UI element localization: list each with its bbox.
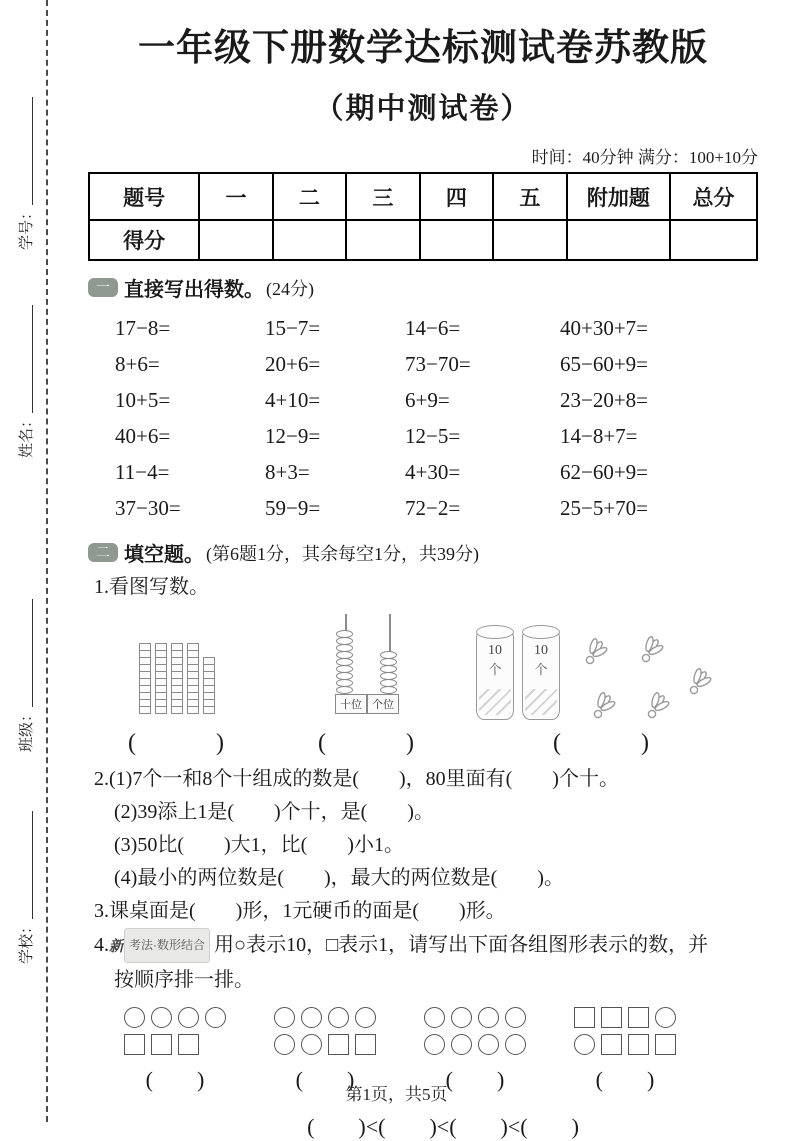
q2-block	[88, 763, 758, 895]
math-problem: 10+5=	[115, 388, 171, 413]
score-table-column-header: 一	[199, 173, 272, 220]
block-column	[171, 644, 183, 714]
math-problem: 17−8=	[115, 316, 171, 341]
q4-compare-line: ( )<( )<( )<( )	[307, 1114, 579, 1140]
math-problem: 72−2=	[405, 496, 461, 521]
shape-row	[124, 1007, 226, 1028]
score-table-column-header: 附加题	[567, 173, 671, 220]
block-unit-cube	[203, 706, 215, 714]
shape-row	[424, 1034, 526, 1055]
circle-ten-shape	[274, 1034, 295, 1055]
q4-line2: 按顺序排一排。	[114, 969, 254, 992]
shape-row	[574, 1034, 676, 1055]
score-table-column-header: 五	[493, 173, 566, 220]
shuttlecock-icon	[592, 694, 618, 725]
block-unit-cube	[155, 706, 167, 714]
fill-blank-line: (3)50比( )大1，比( )小1。	[114, 834, 404, 857]
block-column	[187, 644, 199, 714]
math-problem: 62−60+9=	[560, 460, 649, 485]
square-one-shape	[628, 1007, 649, 1028]
circle-ten-shape	[178, 1007, 199, 1028]
section1-points: (24分)	[266, 278, 314, 299]
score-row-label: 得分	[89, 220, 199, 260]
page-number: 第1页，共5页	[345, 1085, 448, 1104]
q1-tubes-answer-paren: ( )	[552, 730, 651, 757]
square-one-shape	[655, 1034, 676, 1055]
section1-badge: 一	[88, 278, 118, 297]
abacus-tens-rod	[328, 614, 362, 694]
square-one-shape	[355, 1034, 376, 1055]
new-method-badge: 考法·数形结合	[124, 928, 210, 963]
circle-ten-shape	[451, 1034, 472, 1055]
section2-badge: 二	[88, 543, 118, 562]
math-problem: 12−5=	[405, 424, 461, 449]
math-problem: 4+30=	[405, 460, 461, 485]
q1-blocks-figure	[128, 628, 226, 757]
student-info-label-text: 姓名：	[19, 412, 35, 458]
ones-place-label: 个位	[367, 694, 399, 714]
shuttlecock-tubes	[476, 628, 560, 720]
q1-label: 1.看图写数。	[94, 576, 209, 599]
math-problem: 14−6=	[405, 316, 461, 341]
math-problem: 11−4=	[115, 460, 170, 485]
group-answer-paren: ( )	[295, 1067, 355, 1093]
abacus-labels	[335, 694, 399, 714]
circle-ten-shape	[655, 1007, 676, 1028]
circle-ten-shape	[505, 1034, 526, 1055]
section2-points: (第6题1分，其余每空1分，共39分)	[206, 543, 479, 564]
student-info-blank-line	[19, 305, 33, 413]
circle-ten-shape	[355, 1007, 376, 1028]
abacus-ones-rod	[372, 614, 406, 694]
math-problem: 15−7=	[265, 316, 321, 341]
score-table-column-header: 总分	[670, 173, 757, 220]
math-problem: 40+6=	[115, 424, 171, 449]
math-problem: 20+6=	[265, 352, 321, 377]
circle-ten-shape	[424, 1034, 445, 1055]
student-info-label	[15, 784, 37, 964]
tube-unit-label: 个	[488, 662, 502, 678]
math-problem: 8+3=	[265, 460, 310, 485]
shuttlecock-icon	[640, 638, 666, 669]
math-problem: 4+10=	[265, 388, 321, 413]
score-empty-cell	[493, 220, 566, 260]
math-problem: 23−20+8=	[560, 388, 649, 413]
student-info-label	[15, 70, 37, 250]
section1-title: 直接写出得数。	[124, 279, 264, 302]
section2-heading	[88, 538, 758, 567]
block-unit-cube	[171, 706, 183, 714]
circle-ten-shape	[505, 1007, 526, 1028]
score-table-corner: 题号	[89, 173, 199, 220]
score-empty-cell	[670, 220, 757, 260]
circle-ten-shape	[301, 1034, 322, 1055]
circle-ten-shape	[301, 1007, 322, 1028]
math-problem: 12−9=	[265, 424, 321, 449]
block-column	[203, 658, 215, 714]
square-one-shape	[151, 1034, 172, 1055]
student-info-label-text: 学校：	[19, 918, 35, 964]
fill-blank-line: 2.(1)7个一和8个十组成的数是( )，80里面有( )个十。	[94, 768, 619, 791]
square-one-shape	[124, 1034, 145, 1055]
shuttlecock-icon	[584, 640, 610, 671]
shape-row	[124, 1034, 226, 1055]
student-info-blank-line	[19, 599, 33, 707]
square-one-shape	[601, 1034, 622, 1055]
circle-ten-shape	[451, 1007, 472, 1028]
math-problem: 37−30=	[115, 496, 181, 521]
circle-ten-shape	[574, 1034, 595, 1055]
student-info-blank-line	[19, 97, 33, 205]
abacus	[328, 614, 406, 694]
base-ten-blocks	[139, 628, 215, 714]
score-empty-cell	[420, 220, 493, 260]
abacus-bead	[336, 686, 353, 694]
circle-ten-shape	[124, 1007, 145, 1028]
score-empty-cell	[346, 220, 419, 260]
block-unit-cube	[139, 706, 151, 714]
tube-count-label: 10	[487, 643, 502, 659]
student-info-blank-line	[19, 811, 33, 919]
oral-calculation-grid	[88, 310, 758, 526]
q1-shuttlecock-figure	[476, 628, 728, 757]
student-info-label	[15, 278, 37, 458]
q1-figures	[88, 614, 758, 757]
section1-heading	[88, 273, 758, 302]
abacus-bead	[380, 686, 397, 694]
shape-row	[274, 1007, 376, 1028]
math-problem: 40+30+7=	[560, 316, 649, 341]
student-info-label-text: 学号：	[19, 204, 35, 250]
block-unit-cube	[187, 706, 199, 714]
q4-text1: 用○表示10，□表示1，请写出下面各组图形表示的数，并	[214, 934, 709, 957]
circle-ten-shape	[274, 1007, 295, 1028]
tube-unit-label: 个	[534, 662, 548, 678]
square-one-shape	[178, 1034, 199, 1055]
shuttlecock-icon	[688, 670, 714, 701]
shuttlecock-tube	[522, 628, 560, 720]
math-problem: 25−5+70=	[560, 496, 649, 521]
new-method-badge-prefix: 新	[109, 939, 125, 956]
q1-blocks-answer-paren: ( )	[128, 730, 226, 757]
section2-title: 填空题。	[124, 544, 204, 567]
group-answer-paren: ( )	[595, 1067, 655, 1093]
score-empty-cell	[567, 220, 671, 260]
student-info-label-text: 班级：	[19, 706, 35, 752]
score-empty-cell	[199, 220, 272, 260]
shape-row	[274, 1034, 376, 1055]
square-one-shape	[328, 1034, 349, 1055]
q3-line: 3.课桌面是( )形，1元硬币的面是( )形。	[94, 900, 506, 923]
q4-line1	[88, 928, 758, 964]
group-answer-paren: ( )	[145, 1067, 205, 1093]
math-problem: 14−8+7=	[560, 424, 638, 449]
student-info-label	[15, 572, 37, 752]
score-table	[88, 172, 758, 261]
shape-row	[574, 1007, 676, 1028]
shuttlecock-icon	[646, 694, 672, 725]
q4-number: 4.	[94, 934, 109, 957]
shape-row	[424, 1007, 526, 1028]
time-score-meta: 时间：40分钟 满分：100+10分	[531, 148, 758, 168]
square-one-shape	[574, 1007, 595, 1028]
circle-ten-shape	[424, 1007, 445, 1028]
circle-ten-shape	[205, 1007, 226, 1028]
circle-ten-shape	[478, 1034, 499, 1055]
circle-ten-shape	[151, 1007, 172, 1028]
fill-blank-line: (2)39添上1是( )个十，是( )。	[114, 801, 434, 824]
shuttlecock-tube	[476, 628, 514, 720]
score-table-column-header: 四	[420, 173, 493, 220]
fill-blank-line: (4)最小的两位数是( )，最大的两位数是( )。	[114, 867, 564, 890]
circle-ten-shape	[328, 1007, 349, 1028]
tube-count-label: 10	[533, 643, 548, 659]
loose-shuttlecocks	[578, 628, 728, 728]
paper-main	[88, 26, 758, 1141]
tens-place-label: 十位	[335, 694, 367, 714]
block-column	[155, 644, 167, 714]
math-problem: 73−70=	[405, 352, 471, 377]
math-problem: 8+6=	[115, 352, 160, 377]
score-table-column-header: 三	[346, 173, 419, 220]
group-answer-paren: ( )	[445, 1067, 505, 1093]
score-empty-cell	[273, 220, 346, 260]
cut-dashed-line	[46, 0, 48, 1122]
score-table-column-header: 二	[273, 173, 346, 220]
q1-abacus-answer-paren: ( )	[317, 730, 416, 757]
block-column	[139, 644, 151, 714]
math-problem: 65−60+9=	[560, 352, 649, 377]
paper-title: 一年级下册数学达标测试卷苏教版	[138, 28, 708, 69]
square-one-shape	[601, 1007, 622, 1028]
q1-abacus-figure	[318, 614, 416, 757]
square-one-shape	[628, 1034, 649, 1055]
circle-ten-shape	[478, 1007, 499, 1028]
paper-subtitle: （期中测试卷）	[314, 93, 532, 126]
math-problem: 59−9=	[265, 496, 321, 521]
math-problem: 6+9=	[405, 388, 450, 413]
